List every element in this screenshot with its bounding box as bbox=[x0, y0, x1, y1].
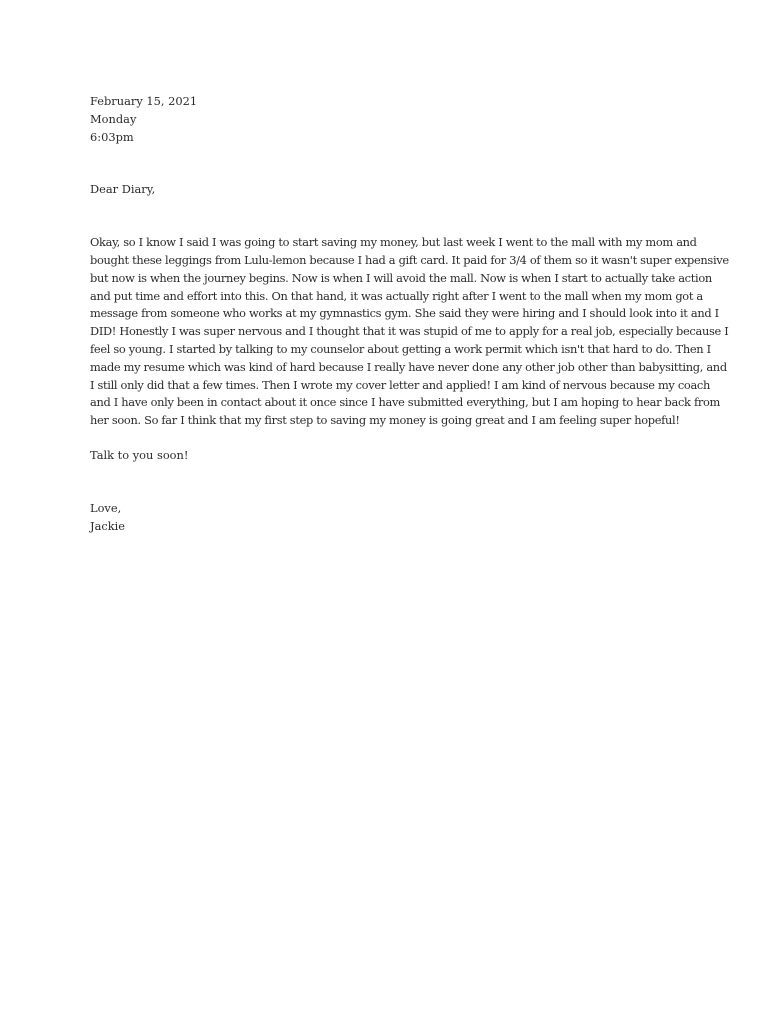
body-line: her soon. So far I think that my first step to saving my money is going great and I am feeling super hopeful! bbox=[90, 413, 680, 428]
signoff bbox=[90, 500, 682, 536]
closing-text: Talk to you soon! bbox=[90, 447, 189, 462]
greeting bbox=[90, 181, 682, 199]
entry-time: 6:03pm bbox=[90, 129, 134, 144]
body-line: DID! Honestly I was super nervous and I thought that it was stupid of me to apply for a real job, especially because I bbox=[90, 324, 729, 339]
greeting-text: Dear Diary, bbox=[90, 182, 156, 197]
body-line: and I have only been in contact about it once since I have submitted everything, but I am hoping to hear back from bbox=[90, 395, 720, 410]
body-line: message from someone who works at my gymnastics gym. She said they were hiring and I should look into it and I bbox=[90, 306, 719, 321]
body-paragraph bbox=[90, 234, 729, 430]
entry-weekday: Monday bbox=[90, 111, 137, 126]
body-line: made my resume which was kind of hard because I really have never done any other job other than babysitting, and bbox=[90, 359, 727, 374]
date-block bbox=[90, 93, 682, 146]
body-line: feel so young. I started by talking to my counselor about getting a work permit which isn't that hard to do. Then I bbox=[90, 341, 711, 356]
body-line: I still only did that a few times. Then I wrote my cover letter and applied! I am kind of nervous because my coach bbox=[90, 377, 710, 392]
signature-name: Jackie bbox=[90, 518, 126, 533]
body-line: but now is when the journey begins. Now is when I will avoid the mall. Now is when I start to actually take action bbox=[90, 270, 712, 285]
body-line: and put time and effort into this. On that hand, it was actually right after I went to the mall when my mom got a bbox=[90, 288, 703, 303]
body-line: Okay, so I know I said I was going to start saving my money, but last week I went to the mall with my mom and bbox=[90, 235, 697, 250]
entry-date: February 15, 2021 bbox=[90, 94, 198, 108]
diary-entry bbox=[90, 93, 729, 535]
valediction: Love, bbox=[90, 500, 122, 515]
closing bbox=[90, 447, 682, 465]
body-line: bought these leggings from Lulu-lemon because I had a gift card. It paid for 3/4 of them so it wasn't super expensive bbox=[90, 252, 729, 267]
